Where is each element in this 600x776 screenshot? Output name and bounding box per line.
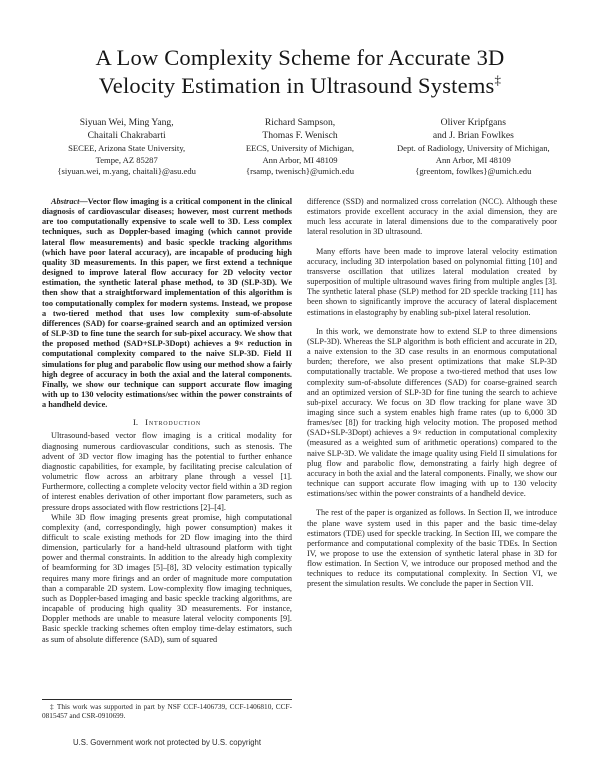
title-line-2: Velocity Estimation in Ultrasound Systems‡ (98, 72, 502, 98)
section-heading-introduction (42, 417, 292, 427)
author-block-3 (387, 117, 560, 177)
abstract-text: —Vector flow imaging is a critical component in the clinical diagnosis of cardiovascular diseases; however, most current methods are too computationally expensive to scale well to 3D. Less complex techniques, such as Doppler-based imaging (which cannot provide lateral flow measurements) and basic speckle tracking algorithms (which have poor lateral accuracy), are incapable of producing high quality 3D measurements. In this paper, we first extend a technique designed to improve lateral flow accuracy for 2D velocity vector estimation, the synthetic lateral phase method, to 3D (SLP-3D). We then show that a straightforward implementation of this algorithm is too computationally complex for modern systems. Instead, we propose a two-tiered method that uses low complexity sum-of-absolute differences (SAD) for coarse-grained search and an optimized version of SLP-3D to fine tune the search for sub-pixel accuracy. We show that the proposed method (SAD+SLP-3Dopt) achieves a 9× reduction in computational complexity compared to the naive SLP-3D. Field II simulations for plug and parabolic flow using our method show a fairly high degree of accuracy in both the axial and the lateral components. Finally, we show our technique can support accurate flow imaging with up to 130 velocity estimations/sec within the power constraints of a handheld device. (42, 197, 292, 410)
footnote-symbol: ‡ (50, 702, 55, 711)
author-email: {greentom, fowlkes}@umich.edu (415, 166, 532, 176)
abstract-label: Abstract (51, 197, 80, 206)
author-names: Siyuan Wei, Ming Yang, Chaitali Chakrabarti (79, 117, 174, 141)
support-footnote (42, 699, 292, 720)
title-line-1: A Low Complexity Scheme for Accurate 3D (95, 45, 505, 70)
paragraph: Ultrasound-based vector flow imaging is a critical modality for diagnosing numerous cardiovascular conditions, such as stenosis. The advent of 3D vector flow imaging has the potential to further enhance diagnostic capabilities, for example, by facilitating precise calculation of volumetric flow across an arbitrary plane through a vessel [1]. Furthermore, collecting a complete velocity vector field within a 3D region of interest enables derivation of other important flow parameters, such as pressure drops associated with flow restrictions [2]–[4]. (42, 431, 292, 512)
author-email: {siyuan.wei, m.yang, chaitali}@asu.edu (57, 166, 196, 176)
paper-title (0, 44, 600, 100)
right-column (307, 197, 557, 599)
author-names: Oliver Kripfgans and J. Brian Fowlkes (432, 117, 514, 141)
author-affiliation: SECEE, Arizona State University, Tempe, AZ 85287 (68, 143, 186, 165)
author-affiliation: EECS, University of Michigan, Ann Arbor, MI 48109 (245, 143, 355, 165)
author-names: Richard Sampson, Thomas F. Wenisch (262, 117, 338, 141)
author-email: {rsamp, twenisch}@umich.edu (245, 166, 355, 176)
paragraph: Many efforts have been made to improve lateral velocity estimation accuracy, including 3D interpolation based on polynomial fitting [10] and transverse oscillation that utilizes lateral modulation created by superposition of multiple ultrasound waves firing from multiple angles [3]. The synthetic lateral phase (SLP) method for 2D speckle tracking [11] has been shown to significantly improve the accuracy of lateral displacement estimations in elastography by enabling sub-pixel lateral resolution. (307, 246, 557, 317)
paragraph: In this work, we demonstrate how to extend SLP to three dimensions (SLP-3D). Whereas the SLP algorithm is both efficient and accurate in 2D, a naive extension to the 3D case results in an enormous computational burden; therefore, we also present optimizations that make SLP-3D computationally tractable. We propose a two-tiered method that uses low complexity sum-of-absolute differences (SAD) for coarse-grained search and an optimized version of SLP-3D for fine tuning the search to achieve sub-pixel accuracy. We focus on 3D flow tracking for plane wave 3D imaging since such a system enables high frame rates (up to 6,000 3D frames/sec [8]) for tracking high velocity motion. The proposed method (SAD+SLP-3Dopt) achieves a 9× reduction in computational complexity (measured as a weighted sum of arithmetic operations) compared to the naive SLP-3D. We validate the image quality using Field II simulations for plug flow and parabolic flow, demonstrating a fairly high degree of accuracy in both the axial and the lateral components. Finally, we show our technique can support accurate flow imaging with up to 130 velocity estimations/sec within the power constraints of a handheld device. (307, 326, 557, 499)
author-affiliation: Dept. of Radiology, University of Michigan, Ann Arbor, MI 48109 (396, 143, 550, 165)
title-dagger-mark: ‡ (494, 72, 502, 87)
paragraph: difference (SSD) and normalized cross correlation (NCC). Although these estimators provide excellent accuracy in the axial dimension, they are much less accurate in lateral dimensions due to the comparatively poor lateral resolution in 3D ultrasound. (307, 197, 557, 237)
abstract (42, 197, 292, 410)
left-column (42, 197, 292, 645)
paragraph: The rest of the paper is organized as follows. In Section II, we introduce the plane wave system used in this paper and the basic time-delay estimators (TDE) used for speckle tracking. In Section III, we compare the performance and computational complexity of the basic TDEs. In Section IV, we propose to use the extension of synthetic lateral phase in 3D for flow estimation. In Section V, we introduce our proposed method and the techniques to reduce its computational complexity. In Section VI, we present the simulation results. We conclude the paper in Section VII. (307, 508, 557, 589)
paragraph: While 3D flow imaging presents great promise, high computational complexity (and, correspondingly, high power consumption) makes it difficult to scale existing methods for 2D flow imaging into the third dimension, particularly for a hand-held ultrasound platform with tight power and thermal constraints. In addition to the already high complexity of beamforming for 3D images [5]–[8], 3D velocity estimation typically requires many more firings and an order of magnitude more computation than a comparable 2D system. Low-complexity flow imaging techniques, such as Doppler-based imaging and basic speckle tracking algorithms, are incapable of producing high quality 3D measurements. For instance, Doppler methods are unable to measure lateral velocity components [9]. Basic speckle tracking schemes often employ time-delay estimators, such as sum of absolute difference (SAD), sum of squared (42, 512, 292, 644)
author-block-2 (213, 117, 386, 177)
author-block-1 (40, 117, 213, 177)
section-title: Introduction (145, 417, 201, 428)
copyright-notice: U.S. Government work not protected by U.S. copyright (72, 738, 262, 747)
section-number: I. (133, 417, 139, 428)
author-row (40, 117, 560, 177)
footnote-text: This work was supported in part by NSF CCF-1406739, CCF-1406810, CCF-0815457 and CSR-0910699. (42, 702, 292, 721)
